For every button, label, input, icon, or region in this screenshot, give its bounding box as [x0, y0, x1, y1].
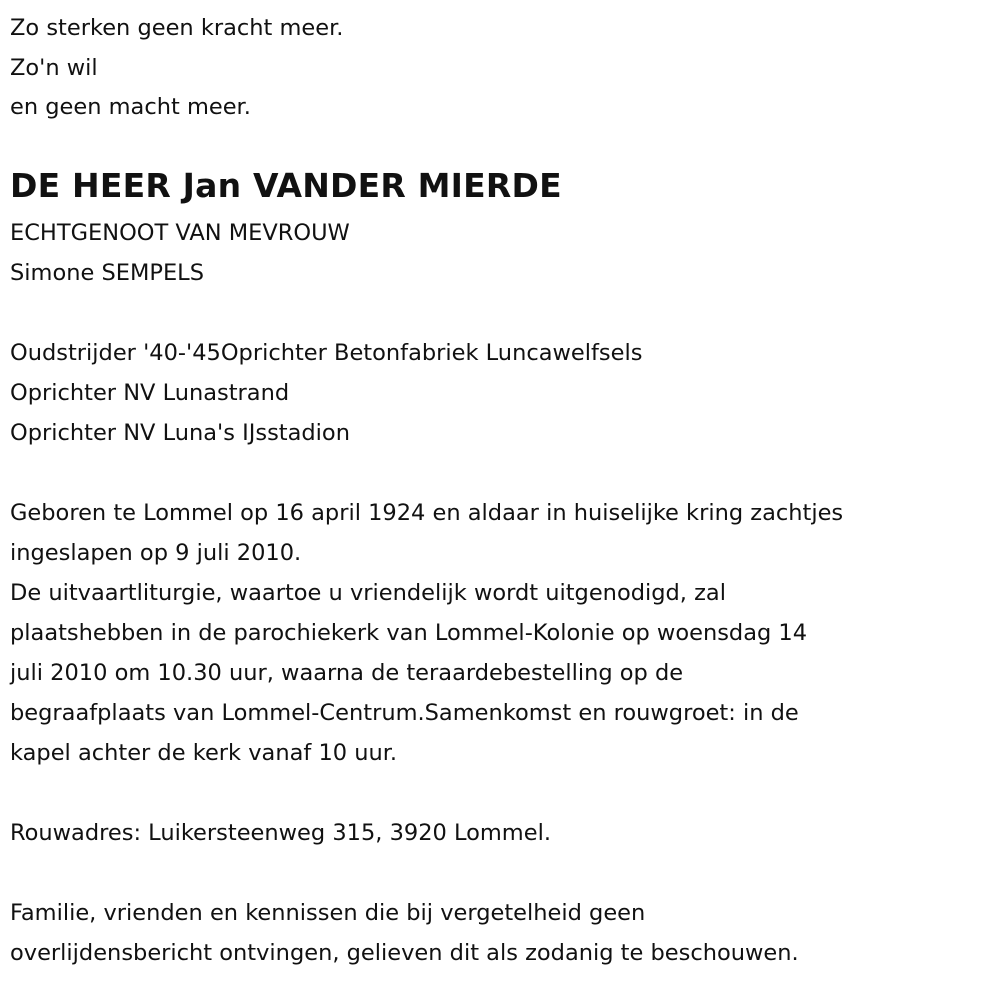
body-line: ingeslapen op 9 juli 2010.: [10, 540, 302, 566]
body-line: juli 2010 om 10.30 uur, waarna de teraardebestelling op de: [10, 660, 684, 686]
closing-line: Familie, vrienden en kennissen die bij vergetelheid geen: [10, 900, 646, 926]
body-line: Geboren te Lommel op 16 april 1924 en aldaar in huiselijke kring zachtjes: [10, 500, 844, 526]
mourning-address: Rouwadres: Luikersteenweg 315, 3920 Lommel.: [10, 820, 551, 846]
spouse-line: ECHTGENOOT VAN MEVROUW: [10, 220, 350, 246]
body-line: De uitvaartliturgie, waartoe u vriendelijk wordt uitgenodigd, zal: [10, 580, 726, 606]
title-line: Oudstrijder '40-'45Oprichter Betonfabriek Luncawelfsels: [10, 340, 643, 366]
poem-line: en geen macht meer.: [10, 94, 251, 120]
title-line: Oprichter NV Luna's IJsstadion: [10, 420, 350, 446]
deceased-name: DE HEER Jan VANDER MIERDE: [10, 166, 562, 205]
body-line: plaatshebben in de parochiekerk van Lommel-Kolonie op woensdag 14: [10, 620, 808, 646]
spouse-name: Simone SEMPELS: [10, 260, 204, 286]
poem-line: Zo sterken geen kracht meer.: [10, 15, 344, 41]
title-line: Oprichter NV Lunastrand: [10, 380, 290, 406]
body-line: kapel achter de kerk vanaf 10 uur.: [10, 740, 398, 766]
closing-line: overlijdensbericht ontvingen, gelieven dit als zodanig te beschouwen.: [10, 940, 799, 966]
body-line: begraafplaats van Lommel-Centrum.Samenkomst en rouwgroet: in de: [10, 700, 799, 726]
poem-line: Zo'n wil: [10, 55, 98, 81]
